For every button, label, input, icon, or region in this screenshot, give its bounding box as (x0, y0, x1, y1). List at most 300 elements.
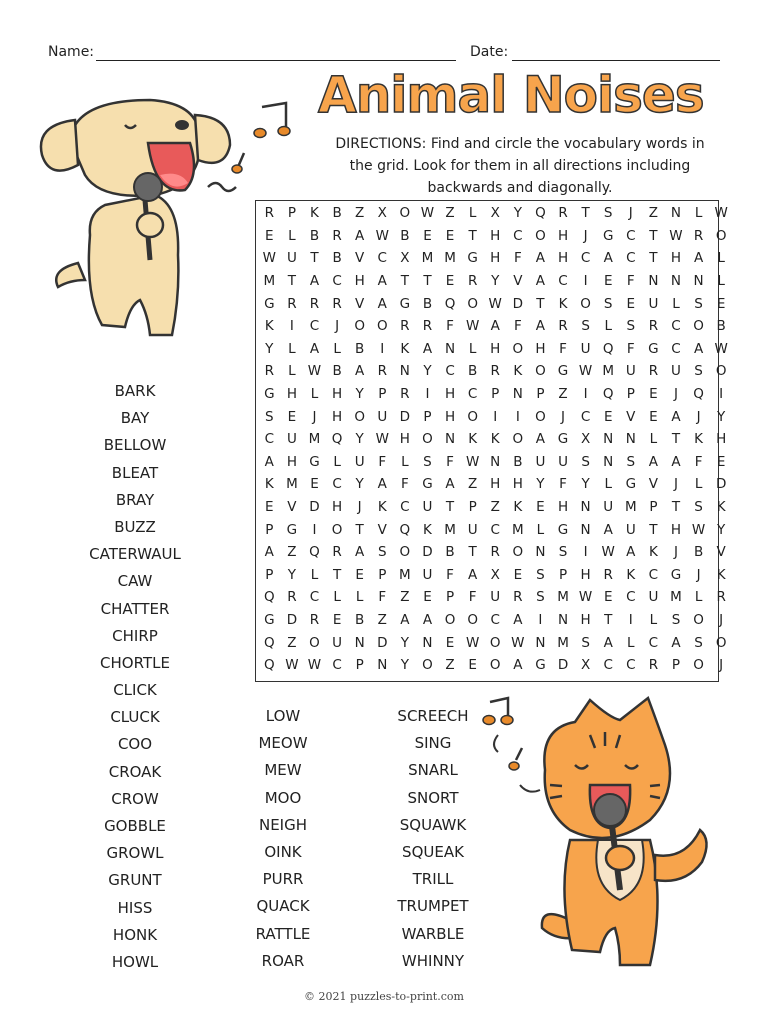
grid-letter[interactable]: L (694, 589, 703, 606)
grid-letter[interactable]: H (444, 386, 456, 403)
grid-letter[interactable]: N (444, 340, 456, 357)
grid-letter[interactable]: W (307, 363, 322, 380)
grid-letter[interactable]: M (399, 566, 411, 583)
grid-letter[interactable]: E (626, 295, 636, 312)
grid-letter[interactable]: I (583, 386, 588, 403)
grid-letter[interactable]: C (332, 476, 342, 493)
grid-letter[interactable]: M (308, 431, 321, 448)
grid-letter[interactable]: K (400, 340, 410, 357)
grid-letter[interactable]: M (557, 589, 569, 606)
grid-letter[interactable]: H (286, 386, 297, 403)
grid-letter[interactable]: O (693, 657, 704, 674)
grid-letter[interactable]: I (515, 408, 520, 425)
grid-letter[interactable]: A (490, 318, 500, 335)
grid-letter[interactable]: B (355, 612, 365, 629)
grid-letter[interactable]: G (264, 295, 275, 312)
grid-letter[interactable]: C (580, 250, 591, 267)
grid-letter[interactable]: O (693, 612, 704, 629)
grid-letter[interactable]: Y (581, 476, 590, 493)
grid-letter[interactable]: W (285, 657, 299, 674)
grid-letter[interactable]: A (309, 340, 320, 357)
grid-letter[interactable]: W (465, 634, 480, 651)
grid-letter[interactable]: U (377, 408, 388, 425)
grid-letter[interactable]: B (332, 250, 342, 267)
grid-letter[interactable]: P (626, 386, 635, 403)
grid-letter[interactable]: H (332, 386, 343, 403)
grid-letter[interactable]: Y (265, 340, 274, 357)
grid-letter[interactable]: G (670, 566, 682, 583)
grid-letter[interactable]: T (536, 295, 545, 312)
grid-letter[interactable]: T (445, 499, 455, 516)
grid-letter[interactable]: O (535, 408, 546, 425)
grid-letter[interactable]: G (648, 340, 659, 357)
grid-letter[interactable]: Q (263, 657, 275, 674)
grid-letter[interactable]: A (377, 476, 387, 493)
grid-letter[interactable]: E (355, 566, 364, 583)
grid-letter[interactable]: E (716, 453, 726, 470)
grid-letter[interactable]: G (286, 521, 298, 538)
grid-letter[interactable]: F (468, 589, 477, 606)
grid-letter[interactable]: D (557, 657, 569, 674)
grid-letter[interactable]: H (557, 250, 569, 267)
grid-letter[interactable]: S (626, 453, 636, 470)
grid-letter[interactable]: K (490, 431, 500, 448)
grid-letter[interactable]: Y (423, 363, 432, 380)
date-field[interactable] (512, 60, 720, 61)
grid-letter[interactable]: L (333, 340, 341, 357)
grid-letter[interactable]: W (488, 295, 502, 312)
grid-letter[interactable]: F (378, 453, 387, 470)
grid-letter[interactable]: F (559, 340, 567, 357)
grid-letter[interactable]: B (716, 318, 726, 335)
grid-letter[interactable]: I (425, 386, 430, 403)
grid-letter[interactable]: Y (355, 431, 364, 448)
grid-letter[interactable]: C (513, 227, 523, 244)
grid-letter[interactable]: W (578, 589, 593, 606)
grid-letter[interactable]: R (377, 363, 387, 380)
grid-letter[interactable]: K (694, 431, 703, 448)
grid-letter[interactable]: E (423, 227, 432, 244)
grid-letter[interactable]: R (558, 318, 568, 335)
grid-letter[interactable]: C (626, 250, 636, 267)
grid-letter[interactable]: C (332, 657, 342, 674)
grid-letter[interactable]: P (265, 521, 274, 538)
grid-letter[interactable]: I (538, 612, 543, 629)
grid-letter[interactable]: J (696, 566, 701, 583)
grid-letter[interactable]: A (671, 453, 681, 470)
grid-letter[interactable]: L (468, 340, 477, 357)
grid-letter[interactable]: I (312, 521, 317, 538)
grid-letter[interactable]: T (649, 521, 658, 538)
grid-letter[interactable]: Z (287, 544, 297, 561)
grid-letter[interactable]: I (583, 544, 588, 561)
grid-letter[interactable]: N (399, 363, 410, 380)
grid-letter[interactable]: W (307, 657, 322, 674)
grid-letter[interactable]: S (536, 566, 545, 583)
grid-letter[interactable]: W (578, 363, 593, 380)
grid-letter[interactable]: A (422, 612, 433, 629)
grid-letter[interactable]: C (580, 408, 591, 425)
grid-letter[interactable]: N (444, 431, 456, 448)
grid-letter[interactable]: E (536, 499, 545, 516)
grid-letter[interactable]: X (490, 566, 500, 583)
grid-letter[interactable]: A (355, 363, 365, 380)
grid-letter[interactable]: A (377, 273, 387, 290)
grid-letter[interactable]: Y (513, 205, 522, 222)
grid-letter[interactable]: G (422, 476, 433, 493)
grid-letter[interactable]: V (355, 295, 365, 312)
grid-letter[interactable]: C (603, 657, 613, 674)
grid-letter[interactable]: H (670, 250, 682, 267)
grid-letter[interactable]: A (535, 250, 546, 267)
grid-letter[interactable]: H (444, 408, 456, 425)
grid-letter[interactable]: X (377, 205, 387, 222)
grid-letter[interactable]: U (603, 499, 614, 516)
grid-letter[interactable]: U (535, 453, 546, 470)
grid-letter[interactable]: S (694, 363, 703, 380)
grid-letter[interactable]: D (399, 408, 411, 425)
grid-letter[interactable]: O (422, 431, 433, 448)
grid-letter[interactable]: E (603, 273, 613, 290)
grid-letter[interactable]: T (671, 499, 681, 516)
grid-letter[interactable]: S (536, 589, 545, 606)
grid-letter[interactable]: B (422, 295, 433, 312)
grid-letter[interactable]: A (535, 273, 546, 290)
grid-letter[interactable]: G (557, 431, 569, 448)
grid-letter[interactable]: C (558, 273, 568, 290)
grid-letter[interactable]: R (648, 657, 659, 674)
grid-letter[interactable]: M (286, 476, 298, 493)
grid-letter[interactable]: S (671, 612, 681, 629)
grid-letter[interactable]: J (357, 499, 362, 516)
grid-letter[interactable]: A (422, 340, 433, 357)
grid-letter[interactable]: P (468, 499, 477, 516)
grid-letter[interactable]: E (445, 273, 455, 290)
grid-letter[interactable]: F (446, 318, 454, 335)
grid-letter[interactable]: W (691, 521, 706, 538)
grid-letter[interactable]: B (355, 340, 365, 357)
grid-letter[interactable]: R (287, 295, 297, 312)
grid-letter[interactable]: G (535, 657, 546, 674)
grid-letter[interactable]: W (465, 453, 480, 470)
grid-letter[interactable]: L (649, 431, 658, 448)
grid-letter[interactable]: A (603, 521, 613, 538)
grid-letter[interactable]: H (580, 566, 591, 583)
grid-letter[interactable]: A (626, 544, 636, 561)
grid-letter[interactable]: U (422, 566, 433, 583)
grid-letter[interactable]: T (581, 205, 590, 222)
grid-letter[interactable]: G (625, 476, 637, 493)
grid-letter[interactable]: T (423, 273, 432, 290)
grid-letter[interactable]: A (535, 318, 546, 335)
grid-letter[interactable]: B (309, 227, 320, 244)
grid-letter[interactable]: W (669, 227, 683, 244)
grid-letter[interactable]: C (332, 273, 342, 290)
grid-letter[interactable]: V (355, 250, 365, 267)
grid-letter[interactable]: A (603, 634, 613, 651)
grid-letter[interactable]: T (604, 612, 613, 629)
grid-letter[interactable]: H (332, 499, 343, 516)
grid-letter[interactable]: U (354, 453, 365, 470)
grid-letter[interactable]: N (693, 273, 704, 290)
grid-letter[interactable]: A (535, 431, 546, 448)
grid-letter[interactable]: U (490, 589, 501, 606)
grid-letter[interactable]: W (262, 250, 276, 267)
grid-letter[interactable]: S (265, 408, 274, 425)
grid-letter[interactable]: Q (444, 295, 456, 312)
grid-letter[interactable]: U (422, 499, 433, 516)
grid-letter[interactable]: P (355, 657, 364, 674)
grid-letter[interactable]: Q (331, 431, 343, 448)
grid-letter[interactable]: S (423, 453, 432, 470)
grid-letter[interactable]: C (377, 250, 387, 267)
grid-letter[interactable]: O (535, 363, 546, 380)
grid-letter[interactable]: L (717, 273, 725, 290)
grid-letter[interactable]: K (716, 566, 726, 583)
grid-letter[interactable]: Z (490, 499, 500, 516)
grid-letter[interactable]: D (715, 476, 727, 493)
grid-letter[interactable]: C (467, 386, 478, 403)
grid-letter[interactable]: F (559, 476, 567, 493)
grid-letter[interactable]: N (535, 544, 546, 561)
grid-letter[interactable]: K (423, 521, 432, 538)
grid-letter[interactable]: W (375, 227, 389, 244)
grid-letter[interactable]: O (715, 227, 727, 244)
grid-letter[interactable]: N (670, 273, 682, 290)
grid-letter[interactable]: S (603, 295, 613, 312)
grid-letter[interactable]: B (445, 544, 455, 561)
grid-letter[interactable]: D (512, 295, 524, 312)
grid-letter[interactable]: Y (355, 476, 364, 493)
grid-letter[interactable]: B (468, 363, 478, 380)
grid-letter[interactable]: E (265, 227, 274, 244)
grid-letter[interactable]: L (355, 589, 364, 606)
grid-letter[interactable]: M (624, 499, 637, 516)
grid-letter[interactable]: A (671, 634, 681, 651)
grid-letter[interactable]: O (512, 431, 524, 448)
grid-letter[interactable]: W (375, 431, 389, 448)
grid-letter[interactable]: C (309, 318, 320, 335)
grid-letter[interactable]: E (468, 657, 477, 674)
grid-letter[interactable]: I (719, 386, 724, 403)
grid-letter[interactable]: U (332, 634, 343, 651)
grid-letter[interactable]: R (648, 318, 659, 335)
grid-letter[interactable]: T (287, 273, 297, 290)
grid-letter[interactable]: P (287, 205, 296, 222)
grid-letter[interactable]: K (558, 295, 568, 312)
grid-letter[interactable]: T (649, 250, 658, 267)
grid-letter[interactable]: P (265, 566, 274, 583)
grid-letter[interactable]: V (287, 499, 297, 516)
grid-letter[interactable]: Z (445, 657, 455, 674)
grid-letter[interactable]: N (603, 453, 614, 470)
grid-letter[interactable]: W (714, 340, 728, 357)
grid-letter[interactable]: I (289, 318, 294, 335)
grid-letter[interactable]: K (513, 363, 523, 380)
grid-letter[interactable]: U (625, 521, 636, 538)
grid-letter[interactable]: N (625, 431, 636, 448)
grid-letter[interactable]: H (535, 340, 546, 357)
grid-letter[interactable]: R (603, 566, 613, 583)
grid-letter[interactable]: M (512, 521, 524, 538)
grid-letter[interactable]: G (467, 250, 478, 267)
grid-letter[interactable]: Q (693, 386, 704, 403)
grid-letter[interactable]: L (333, 589, 341, 606)
grid-letter[interactable]: N (580, 499, 591, 516)
grid-letter[interactable]: D (377, 634, 388, 651)
grid-letter[interactable]: E (513, 566, 523, 583)
grid-letter[interactable]: H (490, 250, 501, 267)
grid-letter[interactable]: E (716, 295, 726, 312)
grid-letter[interactable]: O (535, 227, 546, 244)
name-field[interactable] (96, 60, 456, 61)
grid-letter[interactable]: R (693, 227, 704, 244)
grid-letter[interactable]: R (332, 227, 342, 244)
grid-letter[interactable]: Q (535, 205, 546, 222)
grid-letter[interactable]: O (399, 205, 411, 222)
grid-letter[interactable]: J (561, 408, 565, 425)
grid-letter[interactable]: E (287, 408, 297, 425)
grid-letter[interactable]: C (264, 431, 275, 448)
grid-letter[interactable]: A (309, 273, 320, 290)
grid-letter[interactable]: K (377, 499, 387, 516)
grid-letter[interactable]: H (512, 476, 523, 493)
grid-letter[interactable]: E (332, 612, 342, 629)
grid-letter[interactable]: B (693, 544, 704, 561)
grid-letter[interactable]: S (694, 295, 703, 312)
grid-letter[interactable]: R (309, 295, 320, 312)
grid-letter[interactable]: H (354, 273, 365, 290)
grid-letter[interactable]: N (354, 634, 365, 651)
grid-letter[interactable]: L (288, 363, 296, 380)
grid-letter[interactable]: Z (558, 386, 568, 403)
grid-letter[interactable]: E (445, 227, 455, 244)
grid-letter[interactable]: B (513, 453, 523, 470)
grid-letter[interactable]: C (648, 634, 659, 651)
grid-letter[interactable]: K (264, 476, 274, 493)
grid-letter[interactable]: H (557, 227, 569, 244)
grid-letter[interactable]: B (332, 205, 342, 222)
grid-letter[interactable]: O (399, 544, 411, 561)
grid-letter[interactable]: A (445, 476, 455, 493)
grid-letter[interactable]: E (603, 408, 613, 425)
grid-letter[interactable]: L (468, 205, 477, 222)
grid-letter[interactable]: R (648, 363, 659, 380)
grid-letter[interactable]: L (310, 566, 319, 583)
grid-letter[interactable]: R (558, 205, 568, 222)
grid-letter[interactable]: F (513, 318, 522, 335)
grid-letter[interactable]: G (557, 521, 569, 538)
grid-letter[interactable]: D (422, 544, 433, 561)
grid-letter[interactable]: O (489, 657, 501, 674)
grid-letter[interactable]: H (557, 499, 569, 516)
grid-letter[interactable]: H (670, 521, 682, 538)
grid-letter[interactable]: E (649, 386, 658, 403)
grid-letter[interactable]: O (489, 634, 501, 651)
grid-letter[interactable]: H (399, 431, 410, 448)
grid-letter[interactable]: V (648, 476, 659, 493)
grid-letter[interactable]: J (696, 408, 701, 425)
grid-letter[interactable]: D (309, 499, 320, 516)
grid-letter[interactable]: N (377, 657, 388, 674)
grid-letter[interactable]: P (445, 589, 455, 606)
grid-letter[interactable]: J (628, 205, 633, 222)
grid-letter[interactable]: K (310, 205, 319, 222)
grid-letter[interactable]: C (626, 227, 636, 244)
grid-letter[interactable]: O (512, 544, 524, 561)
grid-letter[interactable]: L (401, 453, 409, 470)
grid-letter[interactable]: V (377, 521, 387, 538)
grid-letter[interactable]: F (513, 250, 522, 267)
grid-letter[interactable]: R (287, 589, 297, 606)
grid-letter[interactable]: T (332, 566, 342, 583)
grid-letter[interactable]: G (309, 453, 320, 470)
grid-letter[interactable]: Q (399, 521, 411, 538)
grid-letter[interactable]: U (648, 589, 659, 606)
grid-letter[interactable]: P (378, 386, 387, 403)
grid-letter[interactable]: A (513, 657, 523, 674)
grid-letter[interactable]: U (467, 521, 478, 538)
grid-letter[interactable]: E (445, 634, 455, 651)
grid-letter[interactable]: O (512, 340, 524, 357)
grid-letter[interactable]: A (513, 612, 523, 629)
grid-letter[interactable]: X (490, 205, 500, 222)
grid-letter[interactable]: S (558, 544, 568, 561)
grid-letter[interactable]: R (716, 589, 726, 606)
grid-letter[interactable]: N (557, 612, 569, 629)
grid-letter[interactable]: I (380, 340, 385, 357)
grid-letter[interactable]: F (626, 340, 635, 357)
grid-letter[interactable]: H (490, 476, 501, 493)
grid-letter[interactable]: D (286, 612, 298, 629)
grid-letter[interactable]: B (400, 227, 410, 244)
grid-letter[interactable]: Y (536, 476, 545, 493)
grid-letter[interactable]: S (694, 499, 703, 516)
grid-letter[interactable]: F (446, 566, 454, 583)
grid-letter[interactable]: C (445, 363, 455, 380)
grid-letter[interactable]: A (355, 544, 365, 561)
grid-letter[interactable]: T (468, 227, 477, 244)
grid-letter[interactable]: B (332, 363, 342, 380)
grid-letter[interactable]: J (719, 612, 724, 629)
grid-letter[interactable]: Z (400, 589, 410, 606)
grid-letter[interactable]: L (288, 227, 296, 244)
grid-letter[interactable]: S (626, 318, 636, 335)
grid-letter[interactable]: M (670, 589, 682, 606)
grid-letter[interactable]: A (400, 612, 410, 629)
grid-letter[interactable]: Z (648, 205, 659, 222)
grid-letter[interactable]: W (601, 544, 615, 561)
grid-letter[interactable]: J (673, 386, 678, 403)
grid-letter[interactable]: P (491, 386, 500, 403)
grid-letter[interactable]: T (671, 431, 681, 448)
grid-letter[interactable]: N (648, 273, 659, 290)
grid-letter[interactable]: O (580, 295, 591, 312)
grid-letter[interactable]: R (490, 363, 500, 380)
grid-letter[interactable]: P (558, 566, 568, 583)
grid-letter[interactable]: S (377, 544, 387, 561)
grid-letter[interactable]: A (603, 250, 613, 267)
grid-letter[interactable]: C (648, 566, 659, 583)
grid-letter[interactable]: U (648, 295, 659, 312)
grid-letter[interactable]: Y (400, 657, 409, 674)
grid-letter[interactable]: J (673, 476, 678, 493)
grid-letter[interactable]: Q (263, 589, 275, 606)
grid-letter[interactable]: R (400, 386, 410, 403)
grid-letter[interactable]: Y (491, 273, 500, 290)
grid-letter[interactable]: R (467, 273, 478, 290)
grid-letter[interactable]: F (446, 453, 454, 470)
